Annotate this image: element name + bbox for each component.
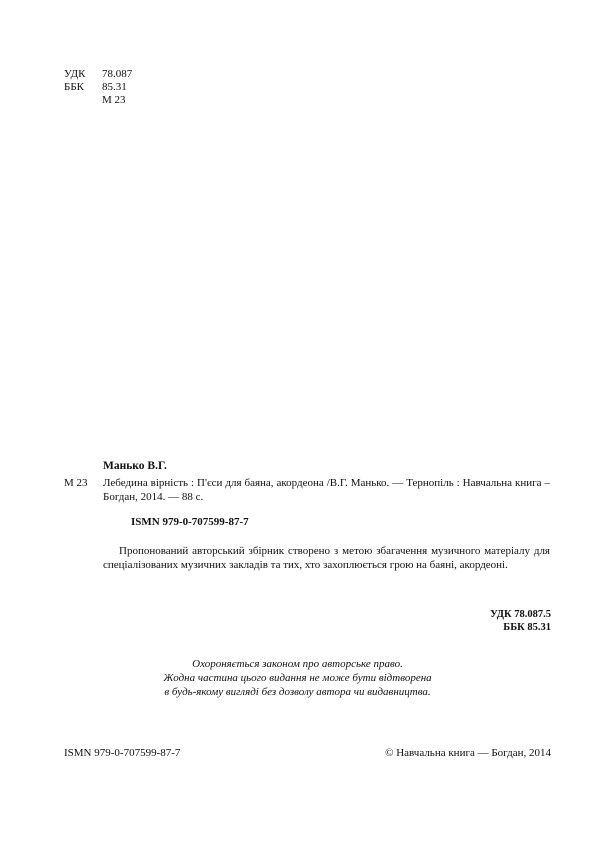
footer-copyright: © Навчальна книга — Богдан, 2014 <box>385 747 551 759</box>
bbk-code-row <box>64 81 204 94</box>
bbk-value: 85.31 <box>102 81 127 93</box>
abstract-paragraph: Пропонований авторський збірник створено з метою збагачення музичного матеріалу для спеціалізованих музичних закладів та тих, хто захоплюється грою на баяні, акордеоні. <box>103 545 550 571</box>
copyright-notice-line-2: Жодна частина цього видання не може бути відтворена <box>163 672 432 684</box>
udk-summary: УДК 78.087.5 <box>490 609 551 620</box>
catalog-index: М 23 <box>64 477 88 489</box>
bbk-summary: ББК 85.31 <box>503 622 551 633</box>
catalog-description: Лебедина вірність : П'єси для баяна, акордеона /В.Г. Манько. — Тернопіль : Навчальна книга – Богдан, 2014. — 88 с. <box>103 477 550 503</box>
catalog-ismn: ISMN 979-0-707599-87-7 <box>131 516 249 528</box>
author-sign-row <box>64 94 204 107</box>
catalog-author: Манько В.Г. <box>103 460 167 472</box>
classification-summary <box>490 608 551 634</box>
footer-ismn: ISMN 979-0-707599-87-7 <box>64 747 181 759</box>
udk-value: 78.087 <box>102 68 133 80</box>
copyright-notice-line-1: Охороняється законом про авторське право. <box>192 658 403 670</box>
copyright-notice <box>0 657 595 699</box>
bbk-label: ББК <box>64 81 84 93</box>
udk-code-row <box>64 68 204 81</box>
udk-label: УДК <box>64 68 86 80</box>
copyright-notice-line-3: в будь-якому вигляді без дозволу автора чи видавництва. <box>164 686 431 698</box>
classification-codes-block <box>64 68 204 108</box>
author-sign-value: М 23 <box>102 94 126 106</box>
